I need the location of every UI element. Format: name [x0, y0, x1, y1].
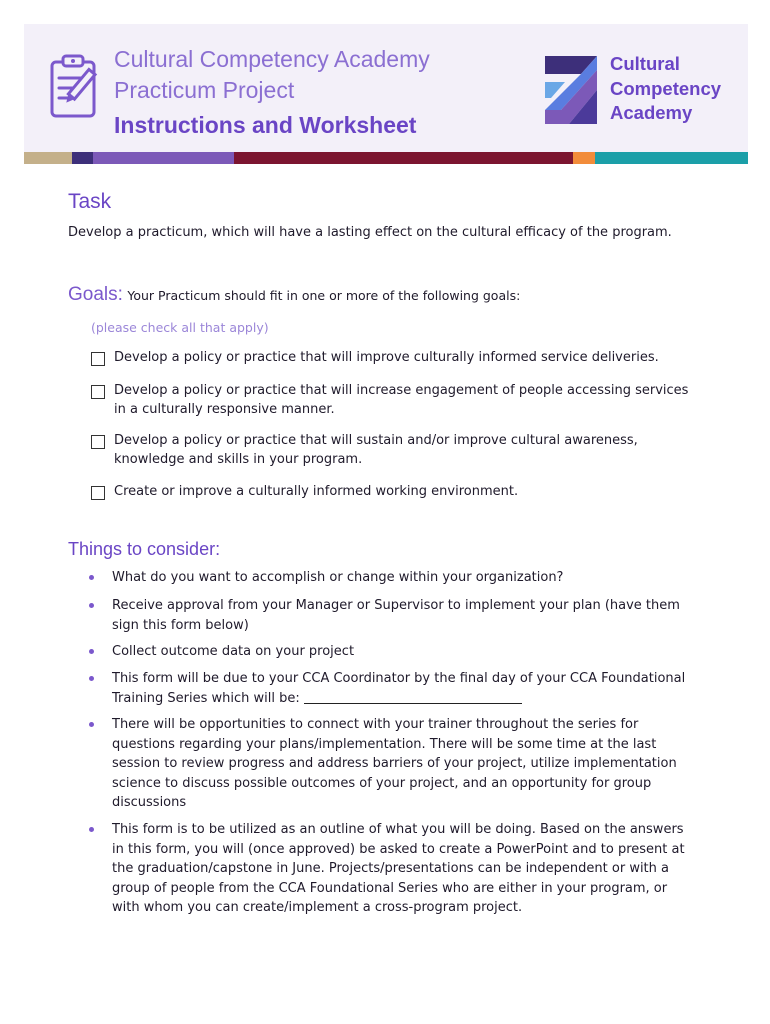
- header-banner: [24, 24, 748, 152]
- list-item: [89, 669, 692, 708]
- logo-line-1: Cultural: [610, 53, 680, 74]
- bullet-icon: [89, 603, 94, 608]
- task-heading: Task: [68, 190, 112, 213]
- goal-checkbox[interactable]: [91, 486, 105, 500]
- goals-header: [68, 284, 520, 306]
- stripe-maroon: [234, 152, 573, 164]
- document-title: [114, 44, 430, 142]
- list-item-text: What do you want to accomplish or change within your organization?: [112, 570, 564, 585]
- stripe-tan: [24, 152, 72, 164]
- list-item-text: Collect outcome data on your project: [112, 644, 355, 659]
- goals-subheading: Your Practicum should fit in one or more of the following goals:: [127, 288, 521, 303]
- list-item-text: This form will be due to your CCA Coordinator by the final day of your CCA Foundational Training Series which will be:: [112, 671, 686, 706]
- stripe-orange: [573, 152, 595, 164]
- goals-heading: Goals:: [68, 284, 123, 305]
- clipboard-pencil-icon: [46, 52, 118, 124]
- stripe-teal: [595, 152, 748, 164]
- goal-label: Develop a policy or practice that will improve culturally informed service deliveries.: [114, 350, 659, 365]
- list-item: [89, 568, 692, 588]
- list-item-text: This form is to be utilized as an outline of what you will be doing. Based on the answers in this form, you will (once approved) be asked to create a PowerPoint and to present at the graduation/capstone in June. Projects/presentations can be independent or with a group of people from the CCA Foundational Series who are either in your program, or with whom you can create/implement a cross-program project.: [112, 822, 685, 915]
- list-item-text: There will be opportunities to connect with your trainer throughout the series for questions regarding your plans/implementation. There will be some time at the last session to review progress and address barriers of your project, utilize implementation science to discuss possible outcomes of your project, and an opportunity for group discussions: [112, 717, 677, 810]
- bullet-icon: [89, 722, 94, 727]
- logo-line-2: Competency: [610, 77, 722, 99]
- goals-hint: (please check all that apply): [91, 320, 269, 335]
- list-item-text-with-blank: [112, 669, 692, 708]
- list-item: [89, 715, 692, 813]
- cca-logo-mark: [541, 52, 601, 128]
- goal-label: Create or improve a culturally informed working environment.: [114, 484, 519, 499]
- goal-item[interactable]: [91, 483, 704, 502]
- considerations-heading: Things to consider:: [68, 539, 221, 559]
- list-item: [89, 642, 692, 662]
- goal-label: Develop a policy or practice that will increase engagement of people accessing services in a culturally responsive manner.: [114, 383, 689, 417]
- goal-checkbox[interactable]: [91, 385, 105, 399]
- title-line-2: Practicum Project: [114, 77, 295, 103]
- bullet-icon: [89, 676, 94, 681]
- list-item: [89, 596, 692, 635]
- goal-label: Develop a policy or practice that will sustain and/or improve cultural awareness, knowledge and skills in your program.: [114, 433, 638, 467]
- list-item: [89, 820, 692, 918]
- goal-item[interactable]: [91, 432, 704, 469]
- list-item-text: Receive approval from your Manager or Supervisor to implement your plan (have them sign this form below): [112, 598, 680, 633]
- title-bold: Instructions and Worksheet: [114, 112, 417, 138]
- goal-item[interactable]: [91, 382, 704, 419]
- stripe-purple: [93, 152, 234, 164]
- goal-item[interactable]: [91, 349, 704, 368]
- task-text: Develop a practicum, which will have a lasting effect on the cultural efficacy of the program.: [68, 225, 672, 240]
- logo-line-3: Academy: [610, 102, 693, 123]
- bullet-icon: [89, 649, 94, 654]
- cca-logo-text: [610, 52, 721, 126]
- color-stripe: [24, 152, 748, 164]
- bullet-icon: [89, 575, 94, 580]
- goal-checkbox[interactable]: [91, 435, 105, 449]
- goal-checkbox[interactable]: [91, 352, 105, 366]
- stripe-indigo: [72, 152, 93, 164]
- bullet-icon: [89, 827, 94, 832]
- title-line-1: Cultural Competency Academy: [114, 46, 430, 72]
- due-date-blank-field[interactable]: [304, 690, 522, 704]
